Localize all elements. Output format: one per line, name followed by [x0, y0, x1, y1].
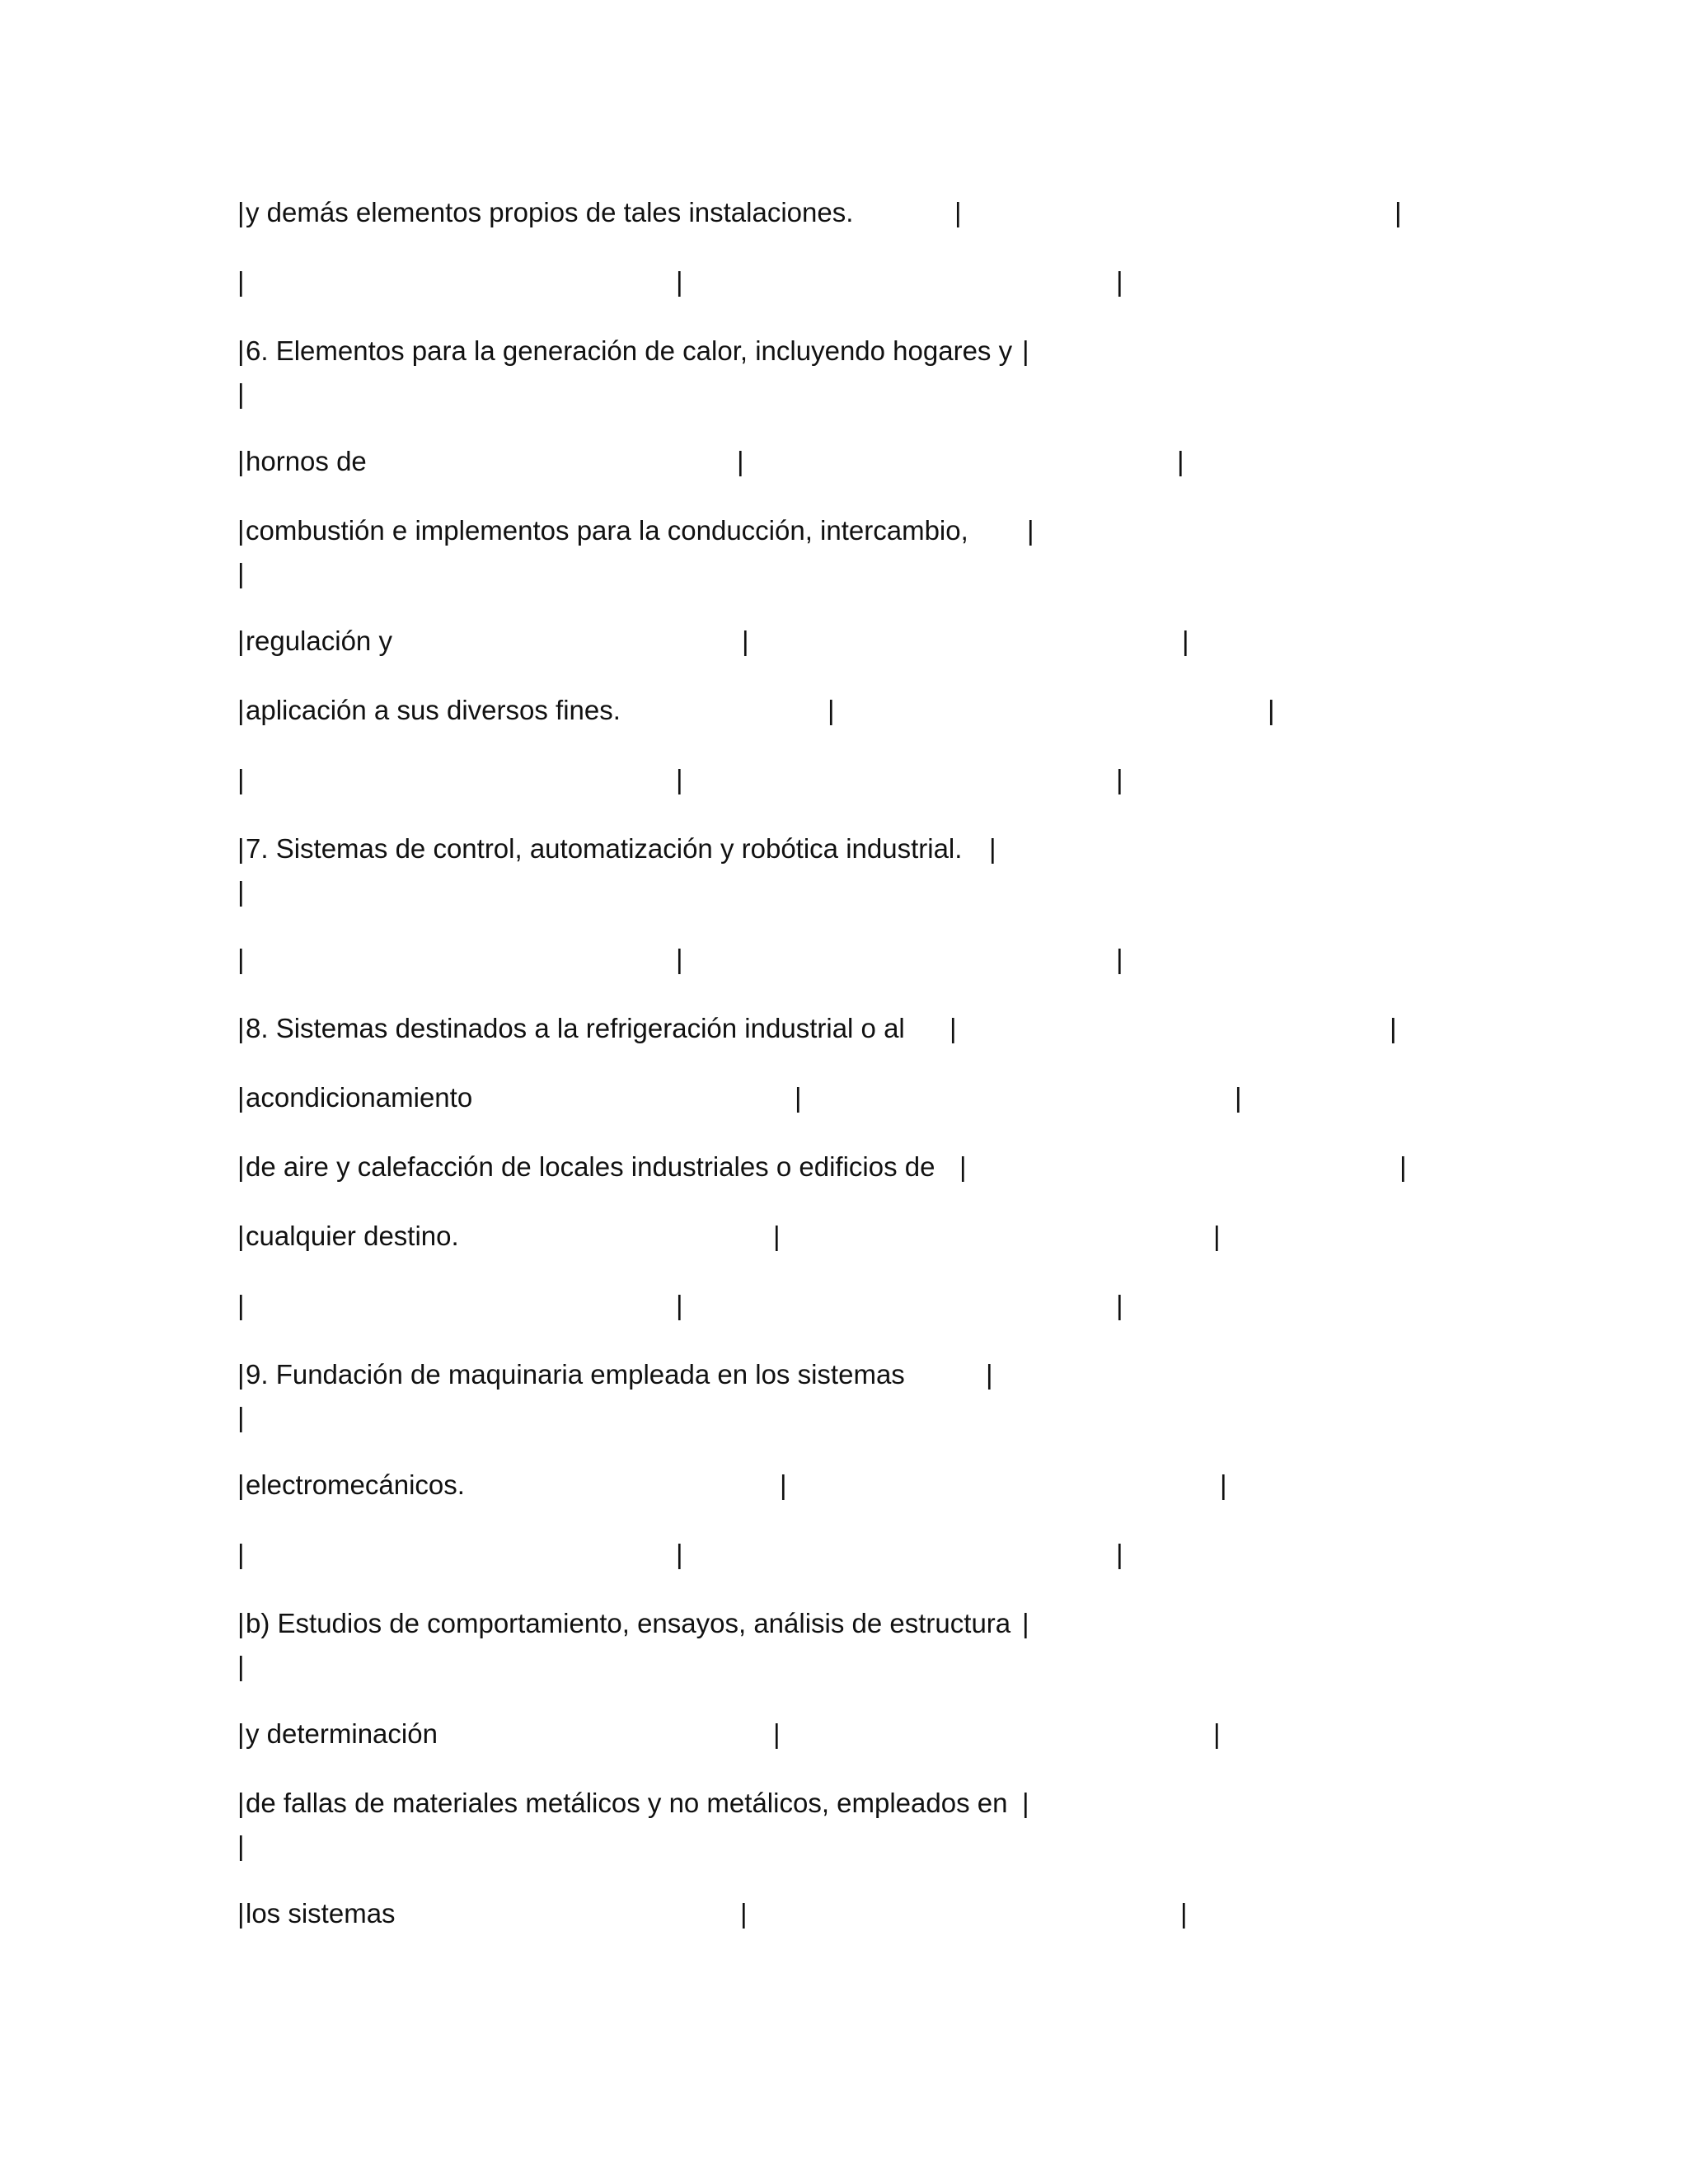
table-row — [0, 265, 1123, 298]
column-separator: | — [773, 1221, 781, 1251]
column-separator: | — [1390, 1013, 1397, 1043]
table-row — [0, 1538, 1123, 1571]
column-separator: | — [1182, 626, 1189, 656]
column-separator: | — [676, 944, 683, 974]
table-row-wrap — [0, 1401, 245, 1434]
table-row — [0, 1220, 1221, 1253]
column-separator: | — [237, 1539, 245, 1569]
column-separator: | — [237, 378, 245, 409]
cell-text: hornos de — [246, 446, 367, 476]
column-separator: | — [676, 1539, 683, 1569]
column-separator: | — [676, 266, 683, 297]
column-separator: | — [237, 1788, 245, 1818]
table-row — [0, 832, 996, 865]
column-separator: | — [237, 764, 245, 794]
table-row — [0, 1897, 1188, 1930]
column-separator: | — [237, 1402, 245, 1432]
table-row — [0, 1718, 1221, 1750]
column-separator: | — [237, 1898, 245, 1929]
column-separator: | — [737, 446, 744, 476]
column-separator: | — [237, 197, 245, 227]
table-row — [0, 445, 1184, 478]
table-row — [0, 1289, 1123, 1322]
column-separator: | — [1180, 1898, 1188, 1929]
column-separator: | — [237, 833, 245, 864]
column-separator: | — [676, 764, 683, 794]
cell-text: 9. Fundación de maquinaria empleada en los sistemas — [246, 1359, 905, 1390]
table-row — [0, 763, 1123, 796]
column-separator: | — [1022, 1608, 1029, 1638]
column-separator: | — [950, 1013, 957, 1043]
column-separator: | — [742, 626, 749, 656]
column-separator: | — [1213, 1718, 1221, 1749]
cell-text: 7. Sistemas de control, automatización y robótica industrial. — [246, 833, 963, 864]
column-separator: | — [740, 1898, 748, 1929]
table-row — [0, 514, 1034, 547]
column-separator: | — [676, 1290, 683, 1320]
column-separator: | — [959, 1151, 967, 1182]
table-row — [0, 1151, 1407, 1183]
table-row-wrap — [0, 557, 245, 590]
column-separator: | — [1220, 1469, 1227, 1500]
column-separator: | — [237, 1082, 245, 1113]
column-separator: | — [237, 1221, 245, 1251]
column-separator: | — [237, 515, 245, 546]
table-row — [0, 1012, 1397, 1045]
column-separator: | — [237, 695, 245, 725]
cell-text: combustión e implementos para la conducción, intercambio, — [246, 515, 968, 546]
column-separator: | — [1400, 1151, 1407, 1182]
column-separator: | — [237, 1651, 245, 1681]
column-separator: | — [773, 1718, 781, 1749]
column-separator: | — [989, 833, 996, 864]
column-separator: | — [986, 1359, 993, 1390]
column-separator: | — [1177, 446, 1184, 476]
column-separator: | — [1116, 764, 1123, 794]
cell-text: y demás elementos propios de tales instalaciones. — [246, 197, 854, 227]
table-row — [0, 1607, 1029, 1640]
column-separator: | — [1213, 1221, 1221, 1251]
column-separator: | — [237, 1718, 245, 1749]
column-separator: | — [1022, 335, 1029, 366]
cell-text: 8. Sistemas destinados a la refrigeración industrial o al — [246, 1013, 905, 1043]
cell-text: acondicionamiento — [246, 1082, 473, 1113]
column-separator: | — [237, 626, 245, 656]
column-separator: | — [1116, 266, 1123, 297]
table-row — [0, 196, 1402, 229]
cell-text: y determinación — [246, 1718, 438, 1749]
column-separator: | — [1022, 1788, 1029, 1818]
table-row-wrap — [0, 377, 245, 410]
column-separator: | — [1116, 1539, 1123, 1569]
column-separator: | — [237, 1290, 245, 1320]
column-separator: | — [237, 944, 245, 974]
cell-text: de fallas de materiales metálicos y no metálicos, empleados en — [246, 1788, 1008, 1818]
table-row — [0, 694, 1275, 727]
table-row-wrap — [0, 1830, 245, 1863]
column-separator: | — [1116, 944, 1123, 974]
column-separator: | — [237, 1608, 245, 1638]
column-separator: | — [237, 1469, 245, 1500]
table-row — [0, 625, 1189, 658]
table-row — [0, 1787, 1029, 1820]
column-separator: | — [237, 1359, 245, 1390]
table-row-wrap — [0, 1650, 245, 1683]
column-separator: | — [1116, 1290, 1123, 1320]
column-separator: | — [237, 1830, 245, 1861]
column-separator: | — [237, 558, 245, 588]
column-separator: | — [237, 266, 245, 297]
column-separator: | — [1235, 1082, 1242, 1113]
column-separator: | — [1268, 695, 1275, 725]
column-separator: | — [237, 335, 245, 366]
table-row — [0, 1358, 993, 1391]
column-separator: | — [237, 876, 245, 907]
column-separator: | — [1395, 197, 1402, 227]
column-separator: | — [795, 1082, 802, 1113]
table-row — [0, 335, 1029, 368]
cell-text: de aire y calefacción de locales industriales o edificios de — [246, 1151, 935, 1182]
column-separator: | — [237, 1151, 245, 1182]
column-separator: | — [954, 197, 962, 227]
table-row-wrap — [0, 875, 245, 908]
column-separator: | — [828, 695, 835, 725]
cell-text: cualquier destino. — [246, 1221, 459, 1251]
cell-text: b) Estudios de comportamiento, ensayos, análisis de estructura — [246, 1608, 1011, 1638]
column-separator: | — [780, 1469, 787, 1500]
cell-text: aplicación a sus diversos fines. — [246, 695, 621, 725]
table-row — [0, 1469, 1227, 1502]
table-row — [0, 1081, 1242, 1114]
column-separator: | — [237, 1013, 245, 1043]
table-row — [0, 943, 1123, 976]
column-separator: | — [1027, 515, 1034, 546]
column-separator: | — [237, 446, 245, 476]
cell-text: electromecánicos. — [246, 1469, 465, 1500]
cell-text: 6. Elementos para la generación de calor, incluyendo hogares y — [246, 335, 1013, 366]
cell-text: los sistemas — [246, 1898, 396, 1929]
cell-text: regulación y — [246, 626, 392, 656]
